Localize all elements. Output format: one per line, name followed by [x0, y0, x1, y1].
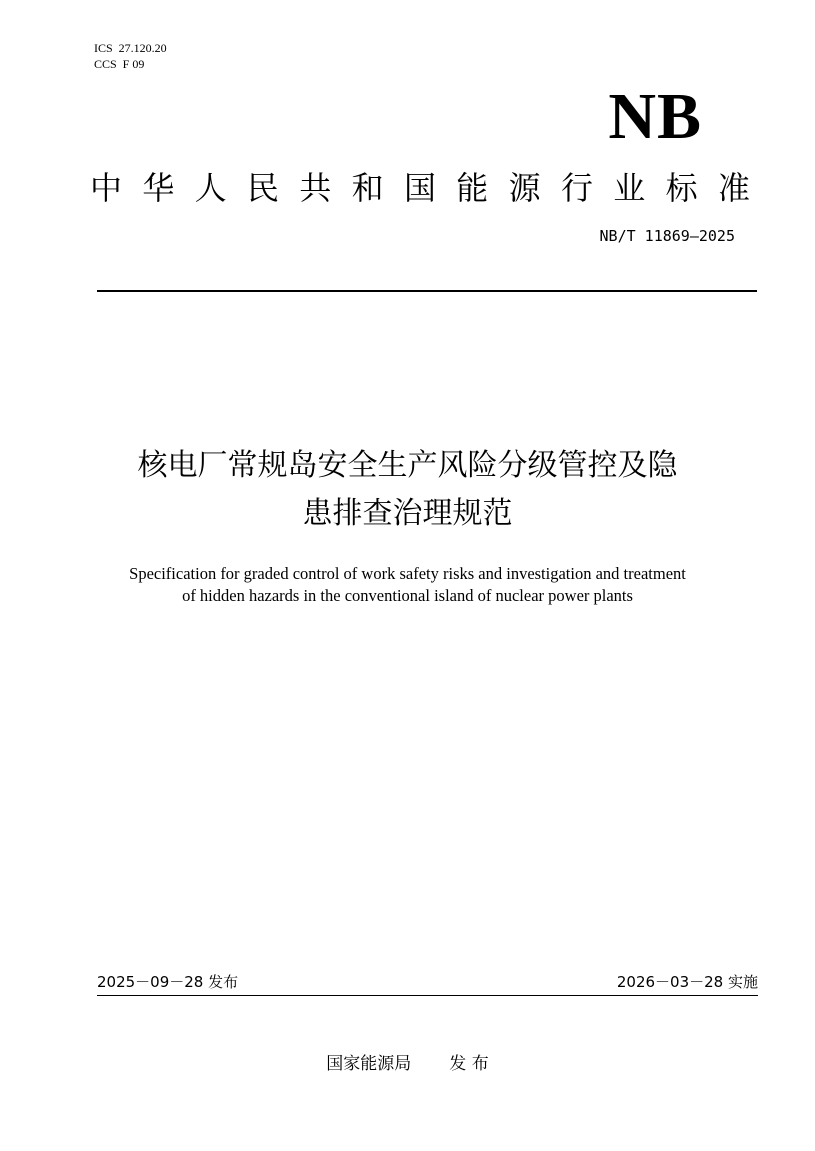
issue-action: 发 布 — [449, 1054, 489, 1074]
title-english-line: of hidden hazards in the conventional island of nuclear power plants — [182, 586, 633, 605]
category-char: 和 — [351, 169, 384, 207]
category-char: 国 — [403, 169, 436, 207]
category-char: 华 — [142, 169, 175, 207]
publish-date: 2025－09－28 发布 — [97, 973, 239, 991]
standard-number: NB/T 11869—2025 — [599, 227, 735, 245]
category-char: 中 — [90, 169, 123, 207]
title-english — [60, 563, 755, 607]
title-chinese-line: 核电厂常规岛安全生产风险分级管控及隐 — [137, 448, 678, 483]
category-char: 源 — [508, 169, 541, 207]
category-char: 业 — [613, 169, 646, 207]
ccs-code: CCS F 09 — [94, 57, 145, 71]
header-divider — [97, 290, 757, 292]
category-char: 民 — [246, 169, 279, 207]
classification-codes — [94, 40, 167, 72]
category-char: 能 — [456, 169, 489, 207]
category-char: 人 — [194, 169, 227, 207]
nb-logo: NB — [608, 80, 702, 153]
implementation-date: 2026－03－28 实施 — [616, 973, 758, 991]
title-chinese — [60, 442, 755, 538]
issuer-name: 国家能源局 — [326, 1054, 412, 1074]
category-char: 共 — [299, 169, 332, 207]
category-char: 行 — [560, 169, 593, 207]
issuer-line — [0, 1052, 815, 1076]
category-char: 准 — [717, 169, 750, 207]
footer-divider — [97, 995, 758, 996]
category-char: 标 — [665, 169, 698, 207]
title-english-line: Specification for graded control of work safety risks and investigation and treatment — [129, 564, 686, 583]
standard-category — [90, 168, 750, 208]
ics-code: ICS 27.120.20 — [94, 41, 167, 55]
title-chinese-line: 患排查治理规范 — [302, 496, 513, 531]
